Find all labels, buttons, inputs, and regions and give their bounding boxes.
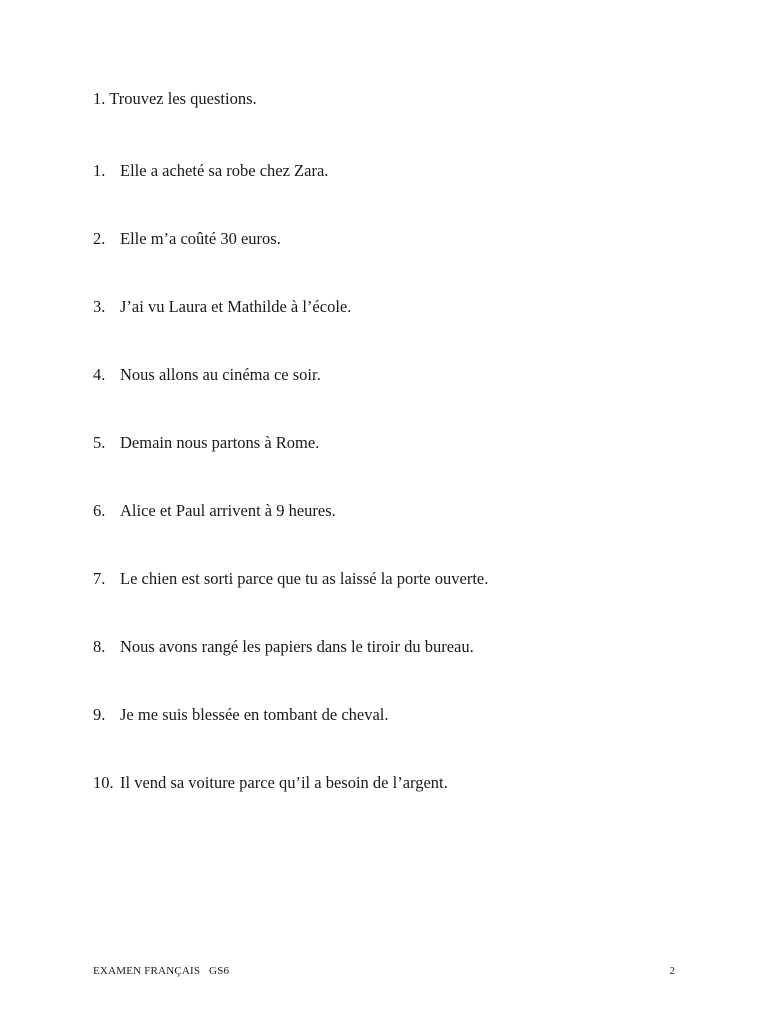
question-number: 4. [93, 365, 106, 384]
question-item-5 [93, 432, 488, 500]
question-text: Je me suis blessée en tombant de cheval. [120, 705, 389, 724]
page-number: 2 [669, 965, 675, 977]
question-number: 5. [93, 433, 106, 452]
question-item-2 [93, 228, 488, 296]
question-text: Nous allons au cinéma ce soir. [120, 365, 321, 384]
question-item-6 [93, 500, 488, 568]
question-text: Elle m’a coûté 30 euros. [120, 229, 281, 248]
question-number: 10. [93, 773, 114, 792]
question-number: 8. [93, 637, 106, 656]
question-item-4 [93, 364, 488, 432]
question-item-8 [93, 636, 488, 704]
question-number: 2. [93, 229, 106, 248]
question-number: 9. [93, 705, 106, 724]
footer-exam-title: EXAMEN FRANÇAIS GS6 [93, 965, 230, 977]
question-list [93, 160, 488, 840]
question-item-9 [93, 704, 488, 772]
question-number: 6. [93, 501, 106, 520]
question-text: Nous avons rangé les papiers dans le tiroir du bureau. [120, 637, 474, 656]
question-item-7 [93, 568, 488, 636]
question-text: Il vend sa voiture parce qu’il a besoin de l’argent. [120, 773, 448, 792]
question-text: J’ai vu Laura et Mathilde à l’école. [120, 297, 352, 316]
exercise-heading: 1. Trouvez les questions. [93, 89, 257, 108]
question-number: 7. [93, 569, 106, 588]
question-text: Le chien est sorti parce que tu as laissé la porte ouverte. [120, 569, 489, 588]
question-item-1 [93, 160, 488, 228]
question-number: 3. [93, 297, 106, 316]
question-text: Elle a acheté sa robe chez Zara. [120, 161, 329, 180]
question-item-3 [93, 296, 488, 364]
question-number: 1. [93, 161, 106, 180]
question-text: Demain nous partons à Rome. [120, 433, 320, 452]
question-item-10 [93, 772, 488, 840]
question-text: Alice et Paul arrivent à 9 heures. [120, 501, 336, 520]
